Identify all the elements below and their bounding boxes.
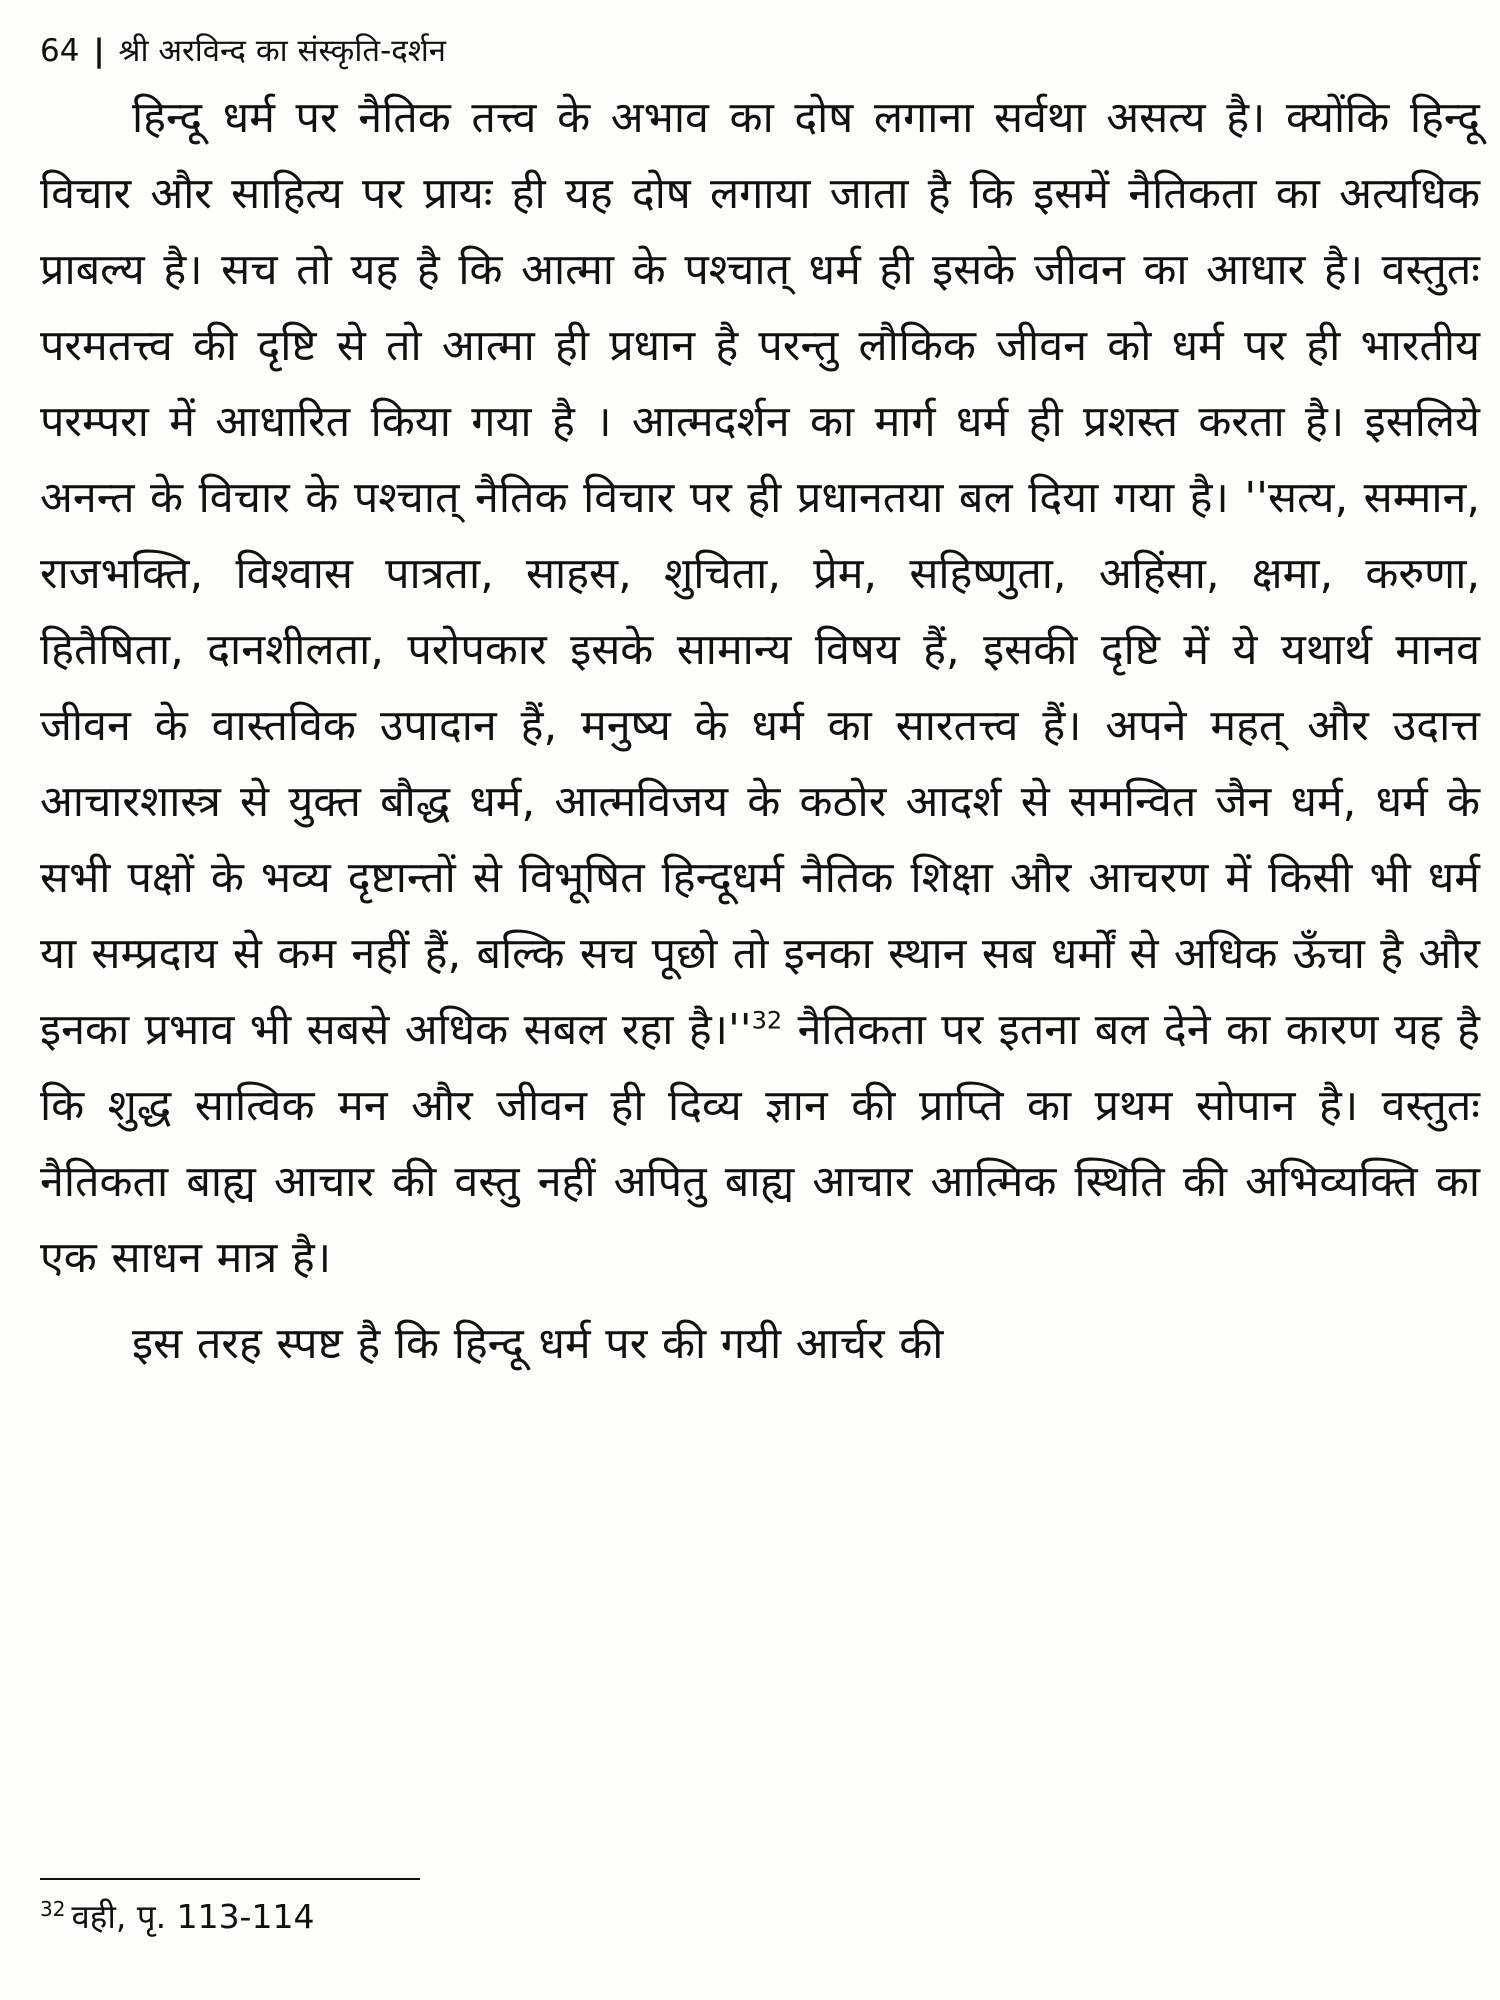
footnote-number: 32 <box>40 1897 66 1921</box>
footnote-divider <box>40 1878 420 1880</box>
paragraph-1 <box>40 80 1480 1296</box>
book-page <box>40 30 1480 1980</box>
running-head <box>40 30 1480 72</box>
footnote-reference: 32 <box>751 1006 783 1035</box>
paragraph-1-text: हिन्दू धर्म पर नैतिक तत्त्व के अभाव का दोष लगाना सर्वथा असत्य है। क्योंकि हिन्दू विचार और साहित्य पर प्रायः ही यह दोष लगाया जाता है कि इसमें नैतिकता का अत्यधिक प्राबल्य है। सच तो यह है कि आत्मा के पश्चात् धर्म ही इसके जीवन का आधार है। वस्तुतः परमतत्त्व की दृष्टि से तो आत्मा ही प्रधान है परन्तु लौकिक जीवन को धर्म पर ही भारतीय परम्परा में आधारित किया गया है । आत्मदर्शन का मार्ग धर्म ही प्रशस्त करता है। इसलिये अनन्त के विचार के पश्चात् नैतिक विचार पर ही प्रधानतया बल दिया गया है। ''सत्य, सम्मान, राजभक्ति, विश्वास पात्रता, साहस, शुचिता, प्रेम, सहिष्णुता, अहिंसा, क्षमा, करुणा, हितैषिता, दानशीलता, परोपकार इसके सामान्य विषय हैं, इसकी दृष्टि में ये यथार्थ मानव जीवन के वास्तविक उपादान हैं, मनुष्य के धर्म का सारतत्त्व हैं। अपने महत् और उदात्त आचारशास्त्र से युक्त बौद्ध धर्म, आत्मविजय के कठोर आदर्श से समन्वित जैन धर्म, धर्म के सभी पक्षों के भव्य दृष्टान्तों से विभूषित हिन्दूधर्म नैतिक शिक्षा और आचरण में किसी भी धर्म या सम्प्रदाय से कम नहीं हैं, बल्कि सच पूछो तो इनका स्थान सब धर्मों से अधिक ऊँचा है और इनका प्रभाव भी सबसे अधिक सबल रहा है।'' <box>40 93 1480 1055</box>
footnote <box>40 1895 314 1939</box>
page-number: 64 <box>40 33 80 69</box>
footnote-text: वही, पृ. 113-114 <box>71 1897 315 1936</box>
header-separator: | <box>93 33 105 69</box>
paragraph-2: इस तरह स्पष्ट है कि हिन्दू धर्म पर की गयी आर्चर की <box>132 1319 944 1369</box>
paragraph-1-text-continued: नैतिकता पर इतना बल देने का कारण यह है कि शुद्ध सात्विक मन और जीवन ही दिव्य ज्ञान की प्राप्ति का प्रथम सोपान है। वस्तुतः नैतिकता बाह्य आचार की वस्तु नहीं अपितु बाह्य आचार आत्मिक स्थिति की अभिव्यक्ति का एक साधन मात्र है। <box>40 1005 1480 1283</box>
book-title: श्री अरविन्द का संस्कृति-दर्शन <box>118 33 446 69</box>
